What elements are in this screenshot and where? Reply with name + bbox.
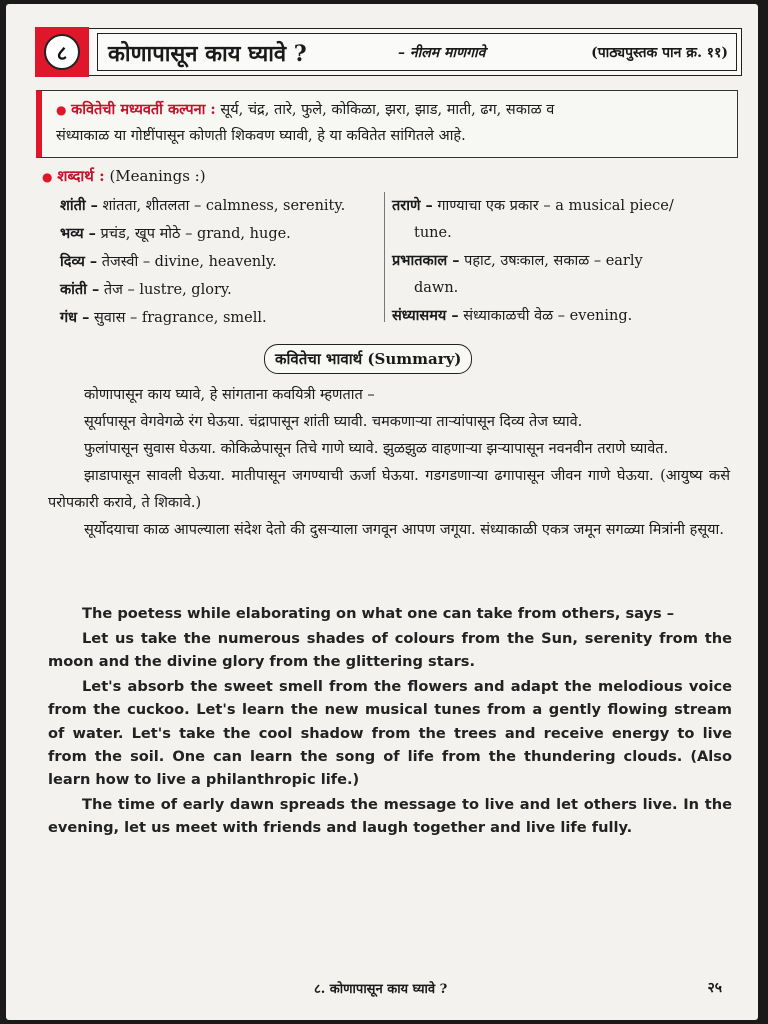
summary-marathi: [48, 382, 730, 544]
meanings-right-column: [392, 192, 722, 330]
meanings-heading: [42, 166, 206, 186]
central-idea-text-1: सूर्य, चंद्र, तारे, फुले, कोकिळा, झरा, झाड, माती, ढग, सकाळ व: [220, 102, 555, 118]
title-bar: [97, 33, 737, 71]
meaning-item: प्रभातकाल – पहाट, उषःकाल, सकाळ – early: [392, 252, 643, 269]
meaning-item: शांती – शांतता, शीतलता – calmness, serenity.: [60, 197, 346, 214]
poet-name: – नीलम माणगावे: [398, 45, 486, 61]
meanings-left-column: [60, 192, 380, 332]
meaning-item-continuation: dawn.: [414, 280, 459, 296]
poem-title: कोणापासून काय घ्यावे ?: [108, 41, 307, 67]
summary-paragraph: फुलांपासून सुवास घेऊया. कोकिळेपासून तिचे गाणे घ्यावे. झुळझुळ वाहणाऱ्या झऱ्यापासून नवनवीन तराणे घ्यावेत.: [84, 441, 669, 457]
summary-paragraph: सूर्योदयाचा काळ आपल्याला संदेश देतो की दुसऱ्याला जगवून आपण जगूया. संध्याकाळी एकत्र जमून सगळ्या मित्रांनी हसूया.: [84, 522, 724, 538]
summary-english: [48, 602, 732, 841]
meaning-item: दिव्य – तेजस्वी – divine, heavenly.: [60, 253, 277, 270]
meaning-item: तराणे – गाण्याचा एक प्रकार – a musical piece/: [392, 197, 674, 214]
summary-paragraph: The time of early dawn spreads the message to live and let others live. In the evening, let us meet with friends and laugh together and live life fully.: [48, 796, 732, 837]
central-idea-line-1: [56, 97, 723, 123]
meaning-item: संध्यासमय – संध्याकाळची वेळ – evening.: [392, 307, 633, 324]
summary-heading: कवितेचा भावार्थ (Summary): [264, 344, 472, 374]
central-idea-text-2: संध्याकाळ या गोष्टींपासून कोणती शिकवण घ्यावी, हे या कवितेत सांगितले आहे.: [56, 128, 466, 144]
summary-paragraph: Let us take the numerous shades of colours from the Sun, serenity from the moon and the divine glory from the glittering stars.: [48, 630, 732, 671]
chapter-header: [36, 28, 742, 76]
meanings-label: शब्दार्थ :: [57, 167, 105, 185]
summary-paragraph: सूर्यापासून वेगवेगळे रंग घेऊया. चंद्रापासून शांती घ्यावी. चमकणाऱ्या ताऱ्यांपासून दिव्य तेज घ्यावे.: [84, 414, 583, 430]
meaning-item: गंध – सुवास – fragrance, smell.: [60, 309, 267, 326]
summary-paragraph: कोणापासून काय घ्यावे, हे सांगताना कवयित्री म्हणतात –: [84, 387, 375, 403]
meanings-sublabel: (Meanings :): [109, 167, 206, 185]
meaning-item-continuation: tune.: [414, 225, 452, 241]
book-page: [6, 4, 758, 1020]
central-idea-box: [36, 90, 738, 158]
column-divider: [384, 192, 385, 322]
chapter-badge: [35, 27, 89, 77]
footer-chapter-title: ८. कोणापासून काय घ्यावे ?: [314, 982, 448, 997]
page-number: २५: [707, 980, 722, 996]
central-idea-label: कवितेची मध्यवर्ती कल्पना :: [71, 101, 216, 118]
bullet-icon: ●: [56, 103, 67, 117]
chapter-number: ८: [44, 34, 80, 70]
meaning-item: कांती – तेज – lustre, glory.: [60, 281, 232, 298]
summary-paragraph: Let's absorb the sweet smell from the flowers and adapt the melodious voice from the cuckoo. Let's learn the new musical tunes from a gently flowing stream of water. Let's take the cool shadow from the trees and receive energy to live from the soil. One can learn the song of life from the thundering clouds. (Also learn how to live a philanthropic life.): [48, 678, 732, 789]
meaning-item: भव्य – प्रचंड, खूप मोठे – grand, huge.: [60, 225, 291, 242]
textbook-reference: (पाठ्यपुस्तक पान क्र. ११): [591, 45, 728, 61]
summary-paragraph: झाडापासून सावली घेऊया. मातीपासून जगण्याची ऊर्जा घेऊया. गडगडणाऱ्या ढगापासून जीवन गाणे घेऊया. (आयुष्य कसे परोपकारी करावे, ते शिकावे.): [48, 468, 730, 511]
bullet-icon: ●: [42, 170, 53, 184]
summary-paragraph: The poetess while elaborating on what one can take from others, says –: [82, 605, 675, 622]
